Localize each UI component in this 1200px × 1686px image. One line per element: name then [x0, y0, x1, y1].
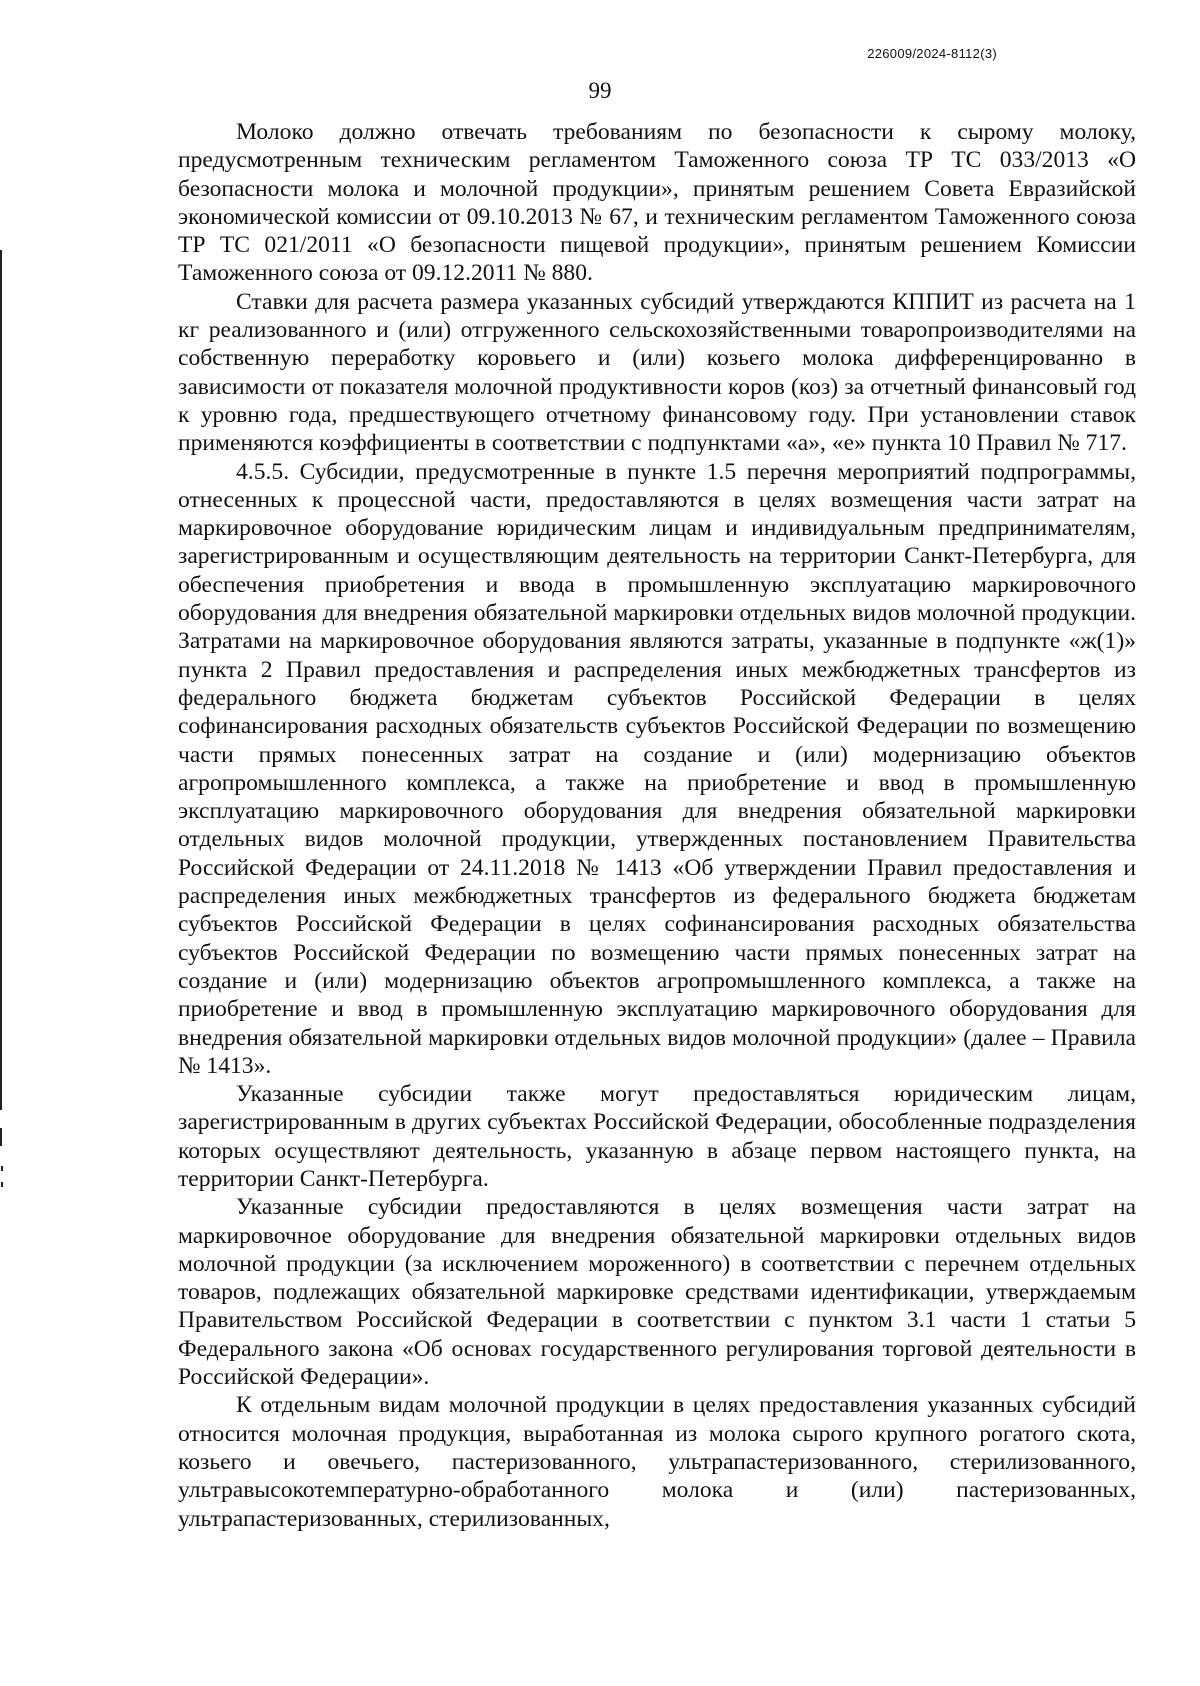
paragraph-dairy-types: К отдельным видам молочной продукции в целях предоставления указанных субсидий относится молочная продукция, выработанная из молока сырого крупного рогатого скота, козьего и овечьего, пастеризованного, ультрапастеризованного, стерилизованного, ультравысокотемпературно-обработанного молока и (или) пастеризованных, ультрапастеризованных, стерилизованных,: [178, 1392, 1136, 1532]
document-id: 226009/2024-8112(3): [867, 46, 997, 61]
page-number: 99: [588, 78, 612, 103]
paragraph-4-5-5: 4.5.5. Субсидии, предусмотренные в пункте 1.5 перечня мероприятий подпрограммы, отнесенных к процессной части, предоставляются в целях возмещения части затрат на маркировочное оборудование юридическим лицам и индивидуальным предпринимателям, зарегистрированным и осуществляющим деятельность на территории Санкт-Петербурга, для обеспечения приобретения и ввода в промышленную эксплуатацию маркировочного оборудования для внедрения обязательной маркировки отдельных видов молочной продукции. Затратами на маркировочное оборудования являются затраты, указанные в подпункте «ж(1)» пункта 2 Правил предоставления и распределения иных межбюджетных трансфертов из федерального бюджета бюджетам субъектов Российской Федерации в целях софинансирования расходных обязательств субъектов Российской Федерации по возмещению части прямых понесенных затрат на создание и (или) модернизацию объектов агропромышленного комплекса, а также на приобретение и ввод в промышленную эксплуатацию маркировочного оборудования для внедрения обязательной маркировки отдельных видов молочной продукции, утвержденных постановлением Правительства Российской Федерации от 24.11.2018 № 1413 «Об утверждении Правил предоставления и распределения иных межбюджетных трансфертов из федерального бюджета бюджетам субъектов Российской Федерации в целях софинансирования расходных обязательства субъектов Российской Федерации по возмещению части прямых понесенных затрат на создание и (или) модернизацию объектов агропромышленного комплекса, а также на приобретение и ввод в промышленную эксплуатацию маркировочного оборудования для внедрения обязательной маркировки отдельных видов молочной продукции» (далее – Правила № 1413».: [178, 458, 1136, 1079]
paragraph-subsidy-rates: Ставки для расчета размера указанных субсидий утверждаются КППИТ из расчета на 1 кг реализованного и (или) отгруженного сельскохозяйственными товаропроизводителями на собственную переработку коровьего и (или) козьего молока дифференцированно в зависимости от показателя молочной продуктивности коров (коз) за отчетный финансовый год к уровню года, предшествующего отчетному финансовому году. При установлении ставок применяются коэффициенты в соответствии с подпунктами «а», «е» пункта 10 Правил № 717.: [178, 288, 1136, 457]
paragraph-milk-requirements: Молоко должно отвечать требованиям по безопасности к сырому молоку, предусмотренным техническим регламентом Таможенного союза ТР ТС 033/2013 «О безопасности молока и молочной продукции», принятым решением Совета Евразийской экономической комиссии от 09.10.2013 № 67, и техническим регламентом Таможенного союза ТР ТС 021/2011 «О безопасности пищевой продукции», принятым решением Комиссии Таможенного союза от 09.12.2011 № 880.: [178, 119, 1136, 287]
scan-margin-line: [0, 250, 2, 1110]
paragraph-subsidy-purpose: Указанные субсидии предоставляются в целях возмещения части затрат на маркировочное оборудование для внедрения обязательной маркировки отдельных видов молочной продукции (за исключением мороженного) в соответствии с перечнем отдельных товаров, подлежащих обязательной маркировке средствами идентификации, утверждаемым Правительством Российской Федерации в соответствии с пунктом 3.1 части 1 статьи 5 Федерального закона «Об основах государственного регулирования торговой деятельности в Российской Федерации».: [178, 1194, 1136, 1391]
scan-margin-dot: [1, 1166, 3, 1171]
scan-margin-mark: [0, 1128, 2, 1146]
document-body: [178, 118, 1136, 1533]
scan-margin-dot: [1, 1182, 3, 1187]
paragraph-other-regions: Указанные субсидии также могут предоставляться юридическим лицам, зарегистрированным в других субъектах Российской Федерации, обособленные подразделения которых осуществляют деятельность, указанную в абзаце первом настоящего пункта, на территории Санкт-Петербурга.: [178, 1081, 1136, 1192]
